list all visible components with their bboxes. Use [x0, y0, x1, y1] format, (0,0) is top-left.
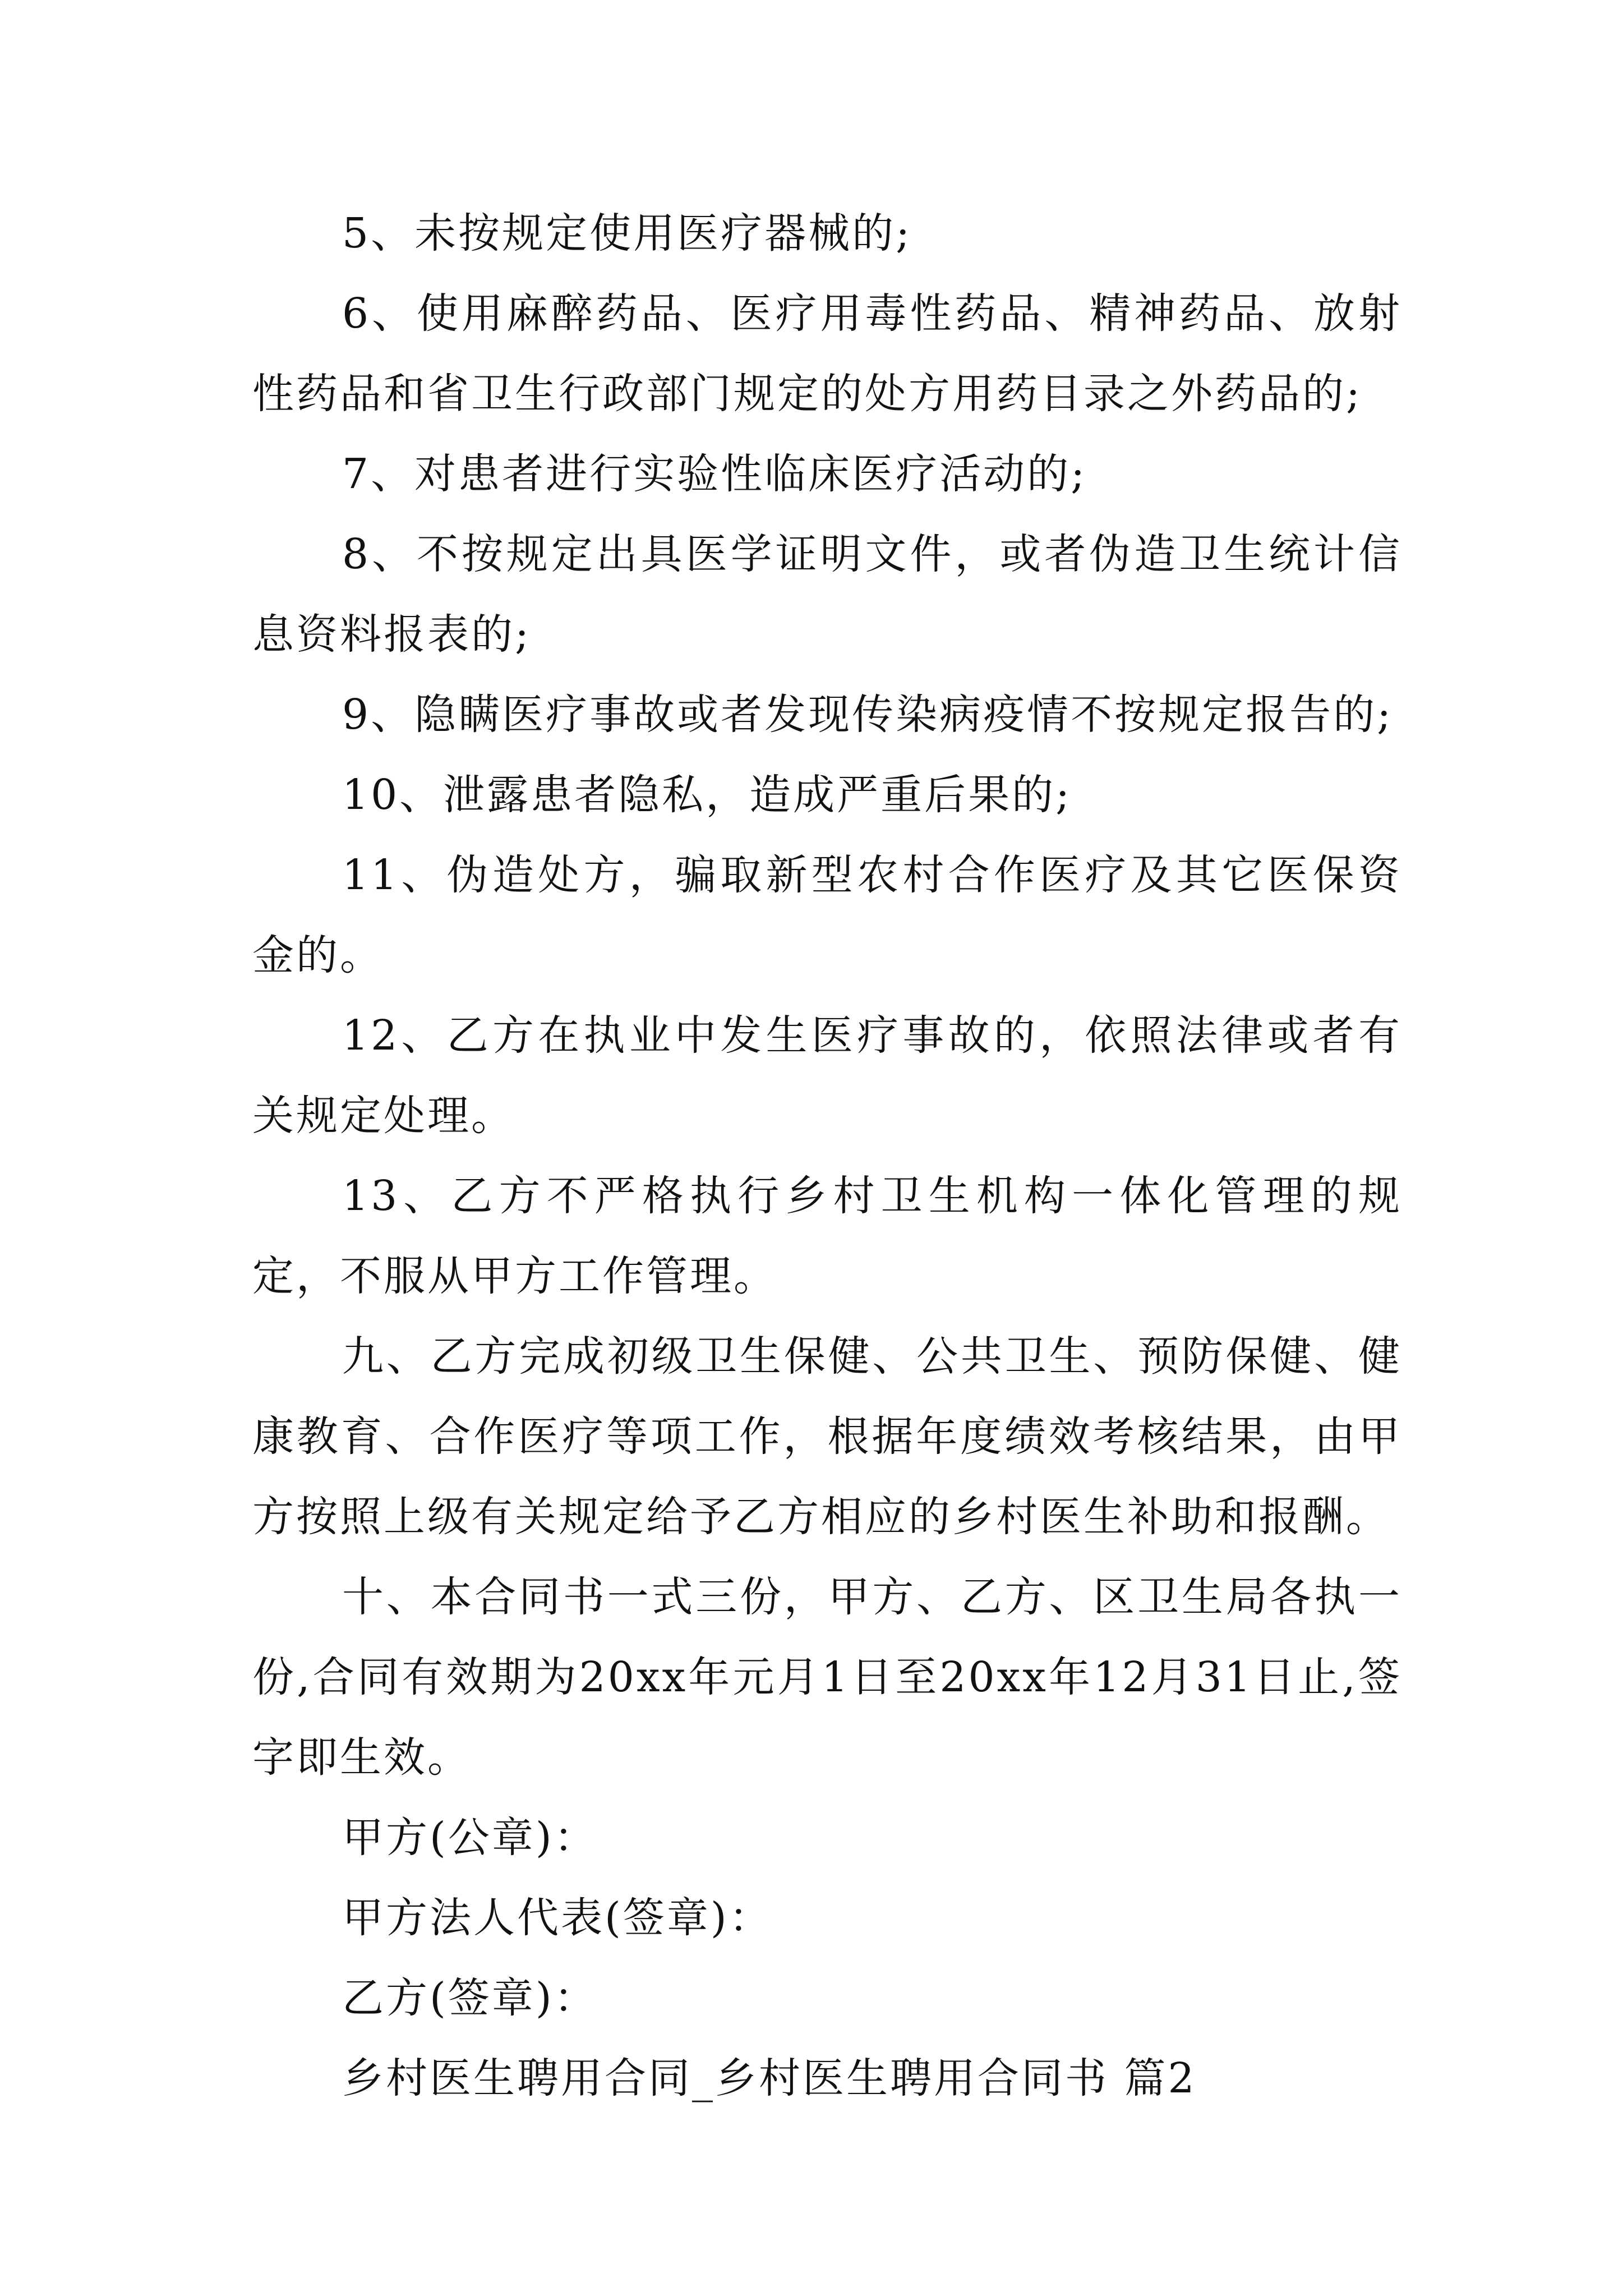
party-a-representative-line: 甲方法人代表(签章)： [342, 1894, 773, 1942]
next-section-title: 乡村医生聘用合同_乡村医生聘用合同书 篇2 [342, 2054, 1197, 2102]
clause-6: 6、使用麻醉药品、医疗用毒性药品、精神药品、放射性药品和省卫生行政部门规定的处方用药目录之外药品的; [252, 289, 1402, 418]
clause-10: 10、泄露患者隐私，造成严重后果的; [342, 771, 1072, 819]
clause-11: 11、伪造处方，骗取新型农村合作医疗及其它医保资金的。 [252, 851, 1402, 979]
party-b-signature-line: 乙方(签章)： [342, 1974, 598, 2022]
clause-8: 8、不按规定出具医学证明文件，或者伪造卫生统计信息资料报表的; [252, 530, 1402, 659]
clause-9: 9、隐瞒医疗事故或者发现传染病疫情不按规定报告的; [342, 691, 1394, 739]
clause-12: 12、乙方在执业中发生医疗事故的，依照法律或者有关规定处理。 [252, 1011, 1402, 1140]
clause-7: 7、对患者进行实验性临床医疗活动的; [342, 450, 1087, 498]
party-a-seal-line: 甲方(公章)： [342, 1814, 598, 1862]
clause-5: 5、未按规定使用医疗器械的; [342, 209, 912, 257]
document-body [252, 194, 1402, 2119]
article-nine: 九、乙方完成初级卫生保健、公共卫生、预防保健、健康教育、合作医疗等项工作，根据年度绩效考核结果，由甲方按照上级有关规定给予乙方相应的乡村医生补助和报酬。 [252, 1332, 1402, 1541]
article-ten: 十、本合同书一式三份，甲方、乙方、区卫生局各执一份,合同有效期为20xx年元月1日至20xx年12月31日止,签字即生效。 [252, 1573, 1402, 1782]
clause-13: 13、乙方不严格执行乡村卫生机构一体化管理的规定，不服从甲方工作管理。 [252, 1172, 1402, 1300]
